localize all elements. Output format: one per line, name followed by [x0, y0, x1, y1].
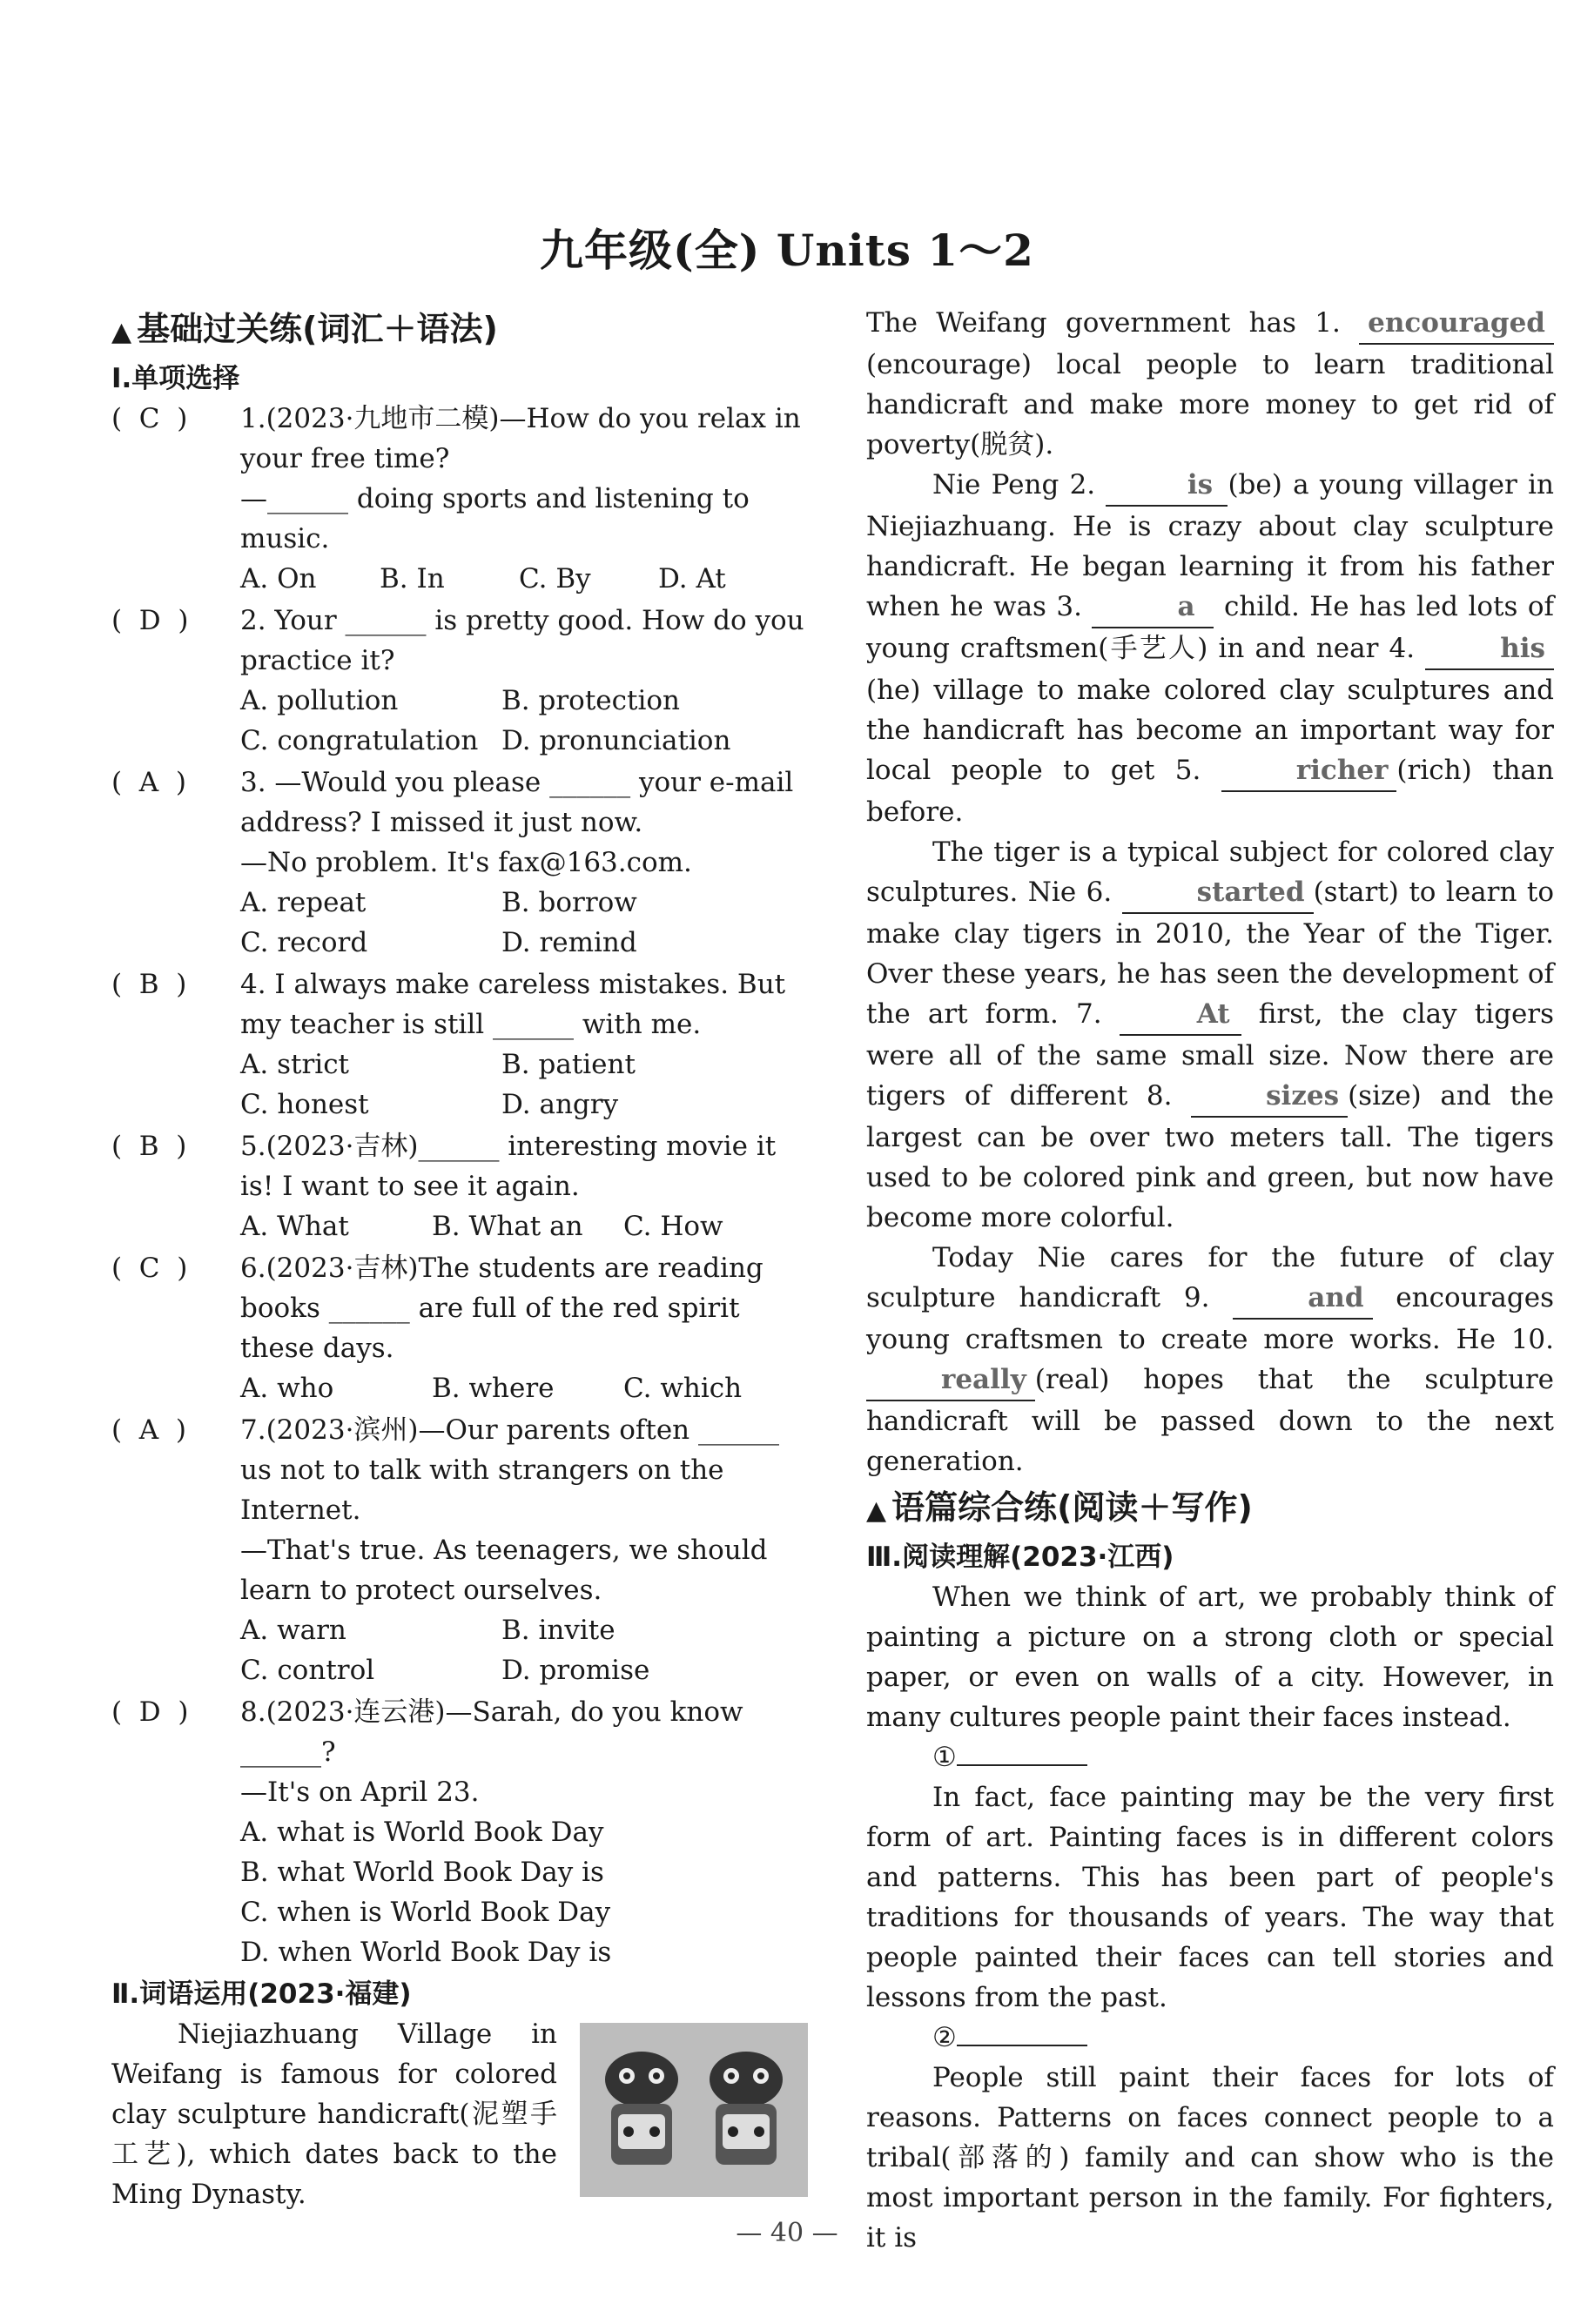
reading-gap-1[interactable]: ①: [866, 1737, 1554, 1777]
answer-mark[interactable]: ( A ): [111, 1414, 186, 1446]
clay-tiger-figure-left: [594, 2045, 689, 2175]
option-choice[interactable]: C. By: [519, 563, 591, 594]
left-column: [111, 303, 808, 2214]
option-choice[interactable]: B. What an: [432, 1211, 583, 1242]
triangle-icon: ▲: [111, 317, 132, 347]
answer-mark[interactable]: ( B ): [111, 1131, 187, 1162]
section-heading-basic: ▲ 基础过关练(词汇＋语法): [111, 310, 498, 348]
answer-blank-2[interactable]: is: [1106, 465, 1228, 507]
option-choice[interactable]: C. when is World Book Day: [240, 1897, 611, 1928]
option-choice[interactable]: D. angry: [501, 1089, 619, 1120]
answer-mark[interactable]: ( C ): [111, 1253, 188, 1284]
option-choice[interactable]: A. On: [240, 563, 317, 594]
question-item: [111, 1692, 808, 1972]
section-heading-reading: ▲ 语篇综合练(阅读＋写作): [866, 1488, 1253, 1527]
part-two-heading: Ⅱ.词语运用(2023·福建): [111, 1978, 412, 2010]
option-choice[interactable]: D. At: [658, 563, 726, 594]
question-item: [111, 601, 808, 761]
answer-blank-5[interactable]: richer: [1221, 750, 1397, 792]
option-choice[interactable]: D. remind: [501, 927, 637, 958]
question-item: [111, 399, 808, 599]
question-stem-reply: —______ doing sports and listening to music.: [240, 483, 750, 554]
option-choice[interactable]: C. congratulation: [240, 725, 479, 756]
option-choice[interactable]: B. what World Book Day is: [240, 1857, 604, 1888]
clay-tiger-figure-right: [698, 2045, 794, 2175]
question-item: [111, 1248, 808, 1408]
reading-para-2: In fact, face painting may be the very first form of art. Painting faces is in different colors and patterns. This has been part of people's traditions for thousands of years. The way that people painted their faces can tell stories and lessons from the past.: [866, 1782, 1554, 2013]
answer-blank-7[interactable]: At: [1120, 994, 1241, 1036]
passage-intro: Niejiazhuang Village in Weifang is famous for colored clay sculpture handicraft(泥塑手工艺), which dates back to the Ming Dynasty.: [111, 2014, 808, 2214]
page-title: 九年级(全) Units 1～2: [540, 225, 1034, 276]
question-item: [111, 1126, 808, 1246]
option-choice[interactable]: B. patient: [501, 1049, 636, 1080]
option-choice[interactable]: C. record: [240, 927, 368, 958]
question-item: [111, 1410, 808, 1690]
question-stem: 1.(2023·九地市二模)—How do you relax in your free time?: [240, 403, 801, 474]
answer-blank-4[interactable]: his: [1425, 628, 1554, 670]
clay-tiger-photo: [580, 2023, 808, 2197]
option-choice[interactable]: A. who: [240, 1373, 334, 1404]
option-choice[interactable]: B. In: [380, 563, 445, 594]
option-choice[interactable]: A. What: [240, 1211, 349, 1242]
answer-blank-9[interactable]: and: [1233, 1278, 1372, 1320]
question-stem: 7.(2023·滨州)—Our parents often ______ us not to talk with strangers on the Internet.: [240, 1414, 780, 1526]
question-stem-reply: —It's on April 23.: [240, 1777, 480, 1808]
right-column: [866, 303, 1554, 2258]
option-choice[interactable]: B. where: [432, 1373, 555, 1404]
option-choice[interactable]: A. repeat: [240, 887, 367, 918]
question-stem-reply: —That's true. As teenagers, we should learn to protect ourselves.: [240, 1535, 768, 1606]
reading-para-1: When we think of art, we probably think of painting a picture on a strong cloth or special paper, or even on walls of a city. However, in many cultures people paint their faces instead.: [866, 1582, 1554, 1733]
option-choice[interactable]: B. borrow: [501, 887, 637, 918]
answer-blank-6[interactable]: started: [1122, 872, 1314, 914]
reading-gap-2[interactable]: ②: [866, 2018, 1554, 2058]
option-choice[interactable]: A. what is World Book Day: [240, 1817, 604, 1848]
option-choice[interactable]: A. warn: [240, 1615, 346, 1646]
part-three-heading: Ⅲ.阅读理解(2023·江西): [866, 1541, 1174, 1573]
answer-blank-8[interactable]: sizes: [1191, 1076, 1348, 1118]
option-choice[interactable]: D. pronunciation: [501, 725, 731, 756]
passage-para-4: Today Nie cares for the future of clay sculpture handicraft 9. and encourages young craftsmen to create more works. He 10. really (real) hopes that the sculpture handicraft will be passed down to the next generation.: [866, 1242, 1554, 1477]
question-stem: 5.(2023·吉林)______ interesting movie it is! I want to see it again.: [240, 1131, 777, 1202]
answer-blank-10[interactable]: really: [866, 1360, 1035, 1401]
question-stem: 6.(2023·吉林)The students are reading books ______ are full of the red spirit these days.: [240, 1253, 763, 1364]
answer-blank-3[interactable]: a: [1092, 587, 1214, 628]
passage-para-3: The tiger is a typical subject for colored clay sculptures. Nie 6. started (start) to learn to make clay tigers in 2010, the Year of the Tiger. Over these years, he has seen the development of the art form. 7. At first, the clay tigers were all of the same small size. Now there are tigers of different 8. sizes (size) and the largest can be over two meters tall. The tigers used to be colored pink and green, but now have become more colorful.: [866, 836, 1555, 1233]
option-choice[interactable]: C. which: [623, 1373, 743, 1404]
option-choice[interactable]: D. promise: [501, 1655, 650, 1686]
answer-mark[interactable]: ( A ): [111, 767, 186, 798]
option-choice[interactable]: C. control: [240, 1655, 375, 1686]
option-choice[interactable]: D. when World Book Day is: [240, 1937, 612, 1968]
reading-para-3: People still paint their faces for lots of reasons. Patterns on faces connect people to a tribal(部落的) family and can show who is the most important person in the family. For fighters, it is: [866, 2062, 1554, 2253]
answer-mark[interactable]: ( D ): [111, 605, 189, 636]
option-choice[interactable]: C. How: [623, 1211, 723, 1242]
question-stem: 3. —Would you please ______ your e-mail address? I missed it just now.: [240, 767, 794, 838]
passage-para-2: Nie Peng 2. is (be) a young villager in Niejiazhuang. He is crazy about clay sculpture handicraft. He began learning it from his father when he was 3. a child. He has led lots of young craftsmen(手艺人) in and near 4. his(he) village to make colored clay sculptures and the handicraft has become an important way for local people to get 5. richer (rich) than before.: [866, 465, 1554, 832]
option-choice[interactable]: C. honest: [240, 1089, 369, 1120]
answer-mark[interactable]: ( B ): [111, 969, 187, 1000]
option-choice[interactable]: A. pollution: [240, 685, 399, 716]
question-stem-reply: —No problem. It's fax@163.com.: [240, 847, 692, 878]
question-stem: 2. Your ______ is pretty good. How do you practice it?: [240, 605, 804, 676]
answer-mark[interactable]: ( D ): [111, 1696, 189, 1728]
option-choice[interactable]: B. protection: [501, 685, 680, 716]
option-choice[interactable]: A. strict: [240, 1049, 350, 1080]
option-choice[interactable]: B. invite: [501, 1615, 615, 1646]
passage-para-1: The Weifang government has 1. encouraged(encourage) local people to learn traditional handicraft and make more money to get rid of poverty(脱贫).: [866, 303, 1554, 465]
triangle-icon: ▲: [866, 1495, 887, 1526]
question-item: [111, 762, 808, 963]
question-stem: 4. I always make careless mistakes. But my teacher is still ______ with me.: [240, 969, 786, 1040]
part-one-heading: Ⅰ.单项选择: [111, 363, 240, 394]
question-item: [111, 964, 808, 1125]
page-number: — 40 —: [736, 2218, 838, 2248]
question-list: [111, 399, 808, 1972]
answer-blank-1[interactable]: encouraged: [1359, 303, 1554, 345]
question-stem: 8.(2023·连云港)—Sarah, do you know ______?: [240, 1696, 743, 1768]
answer-mark[interactable]: ( C ): [111, 403, 188, 434]
